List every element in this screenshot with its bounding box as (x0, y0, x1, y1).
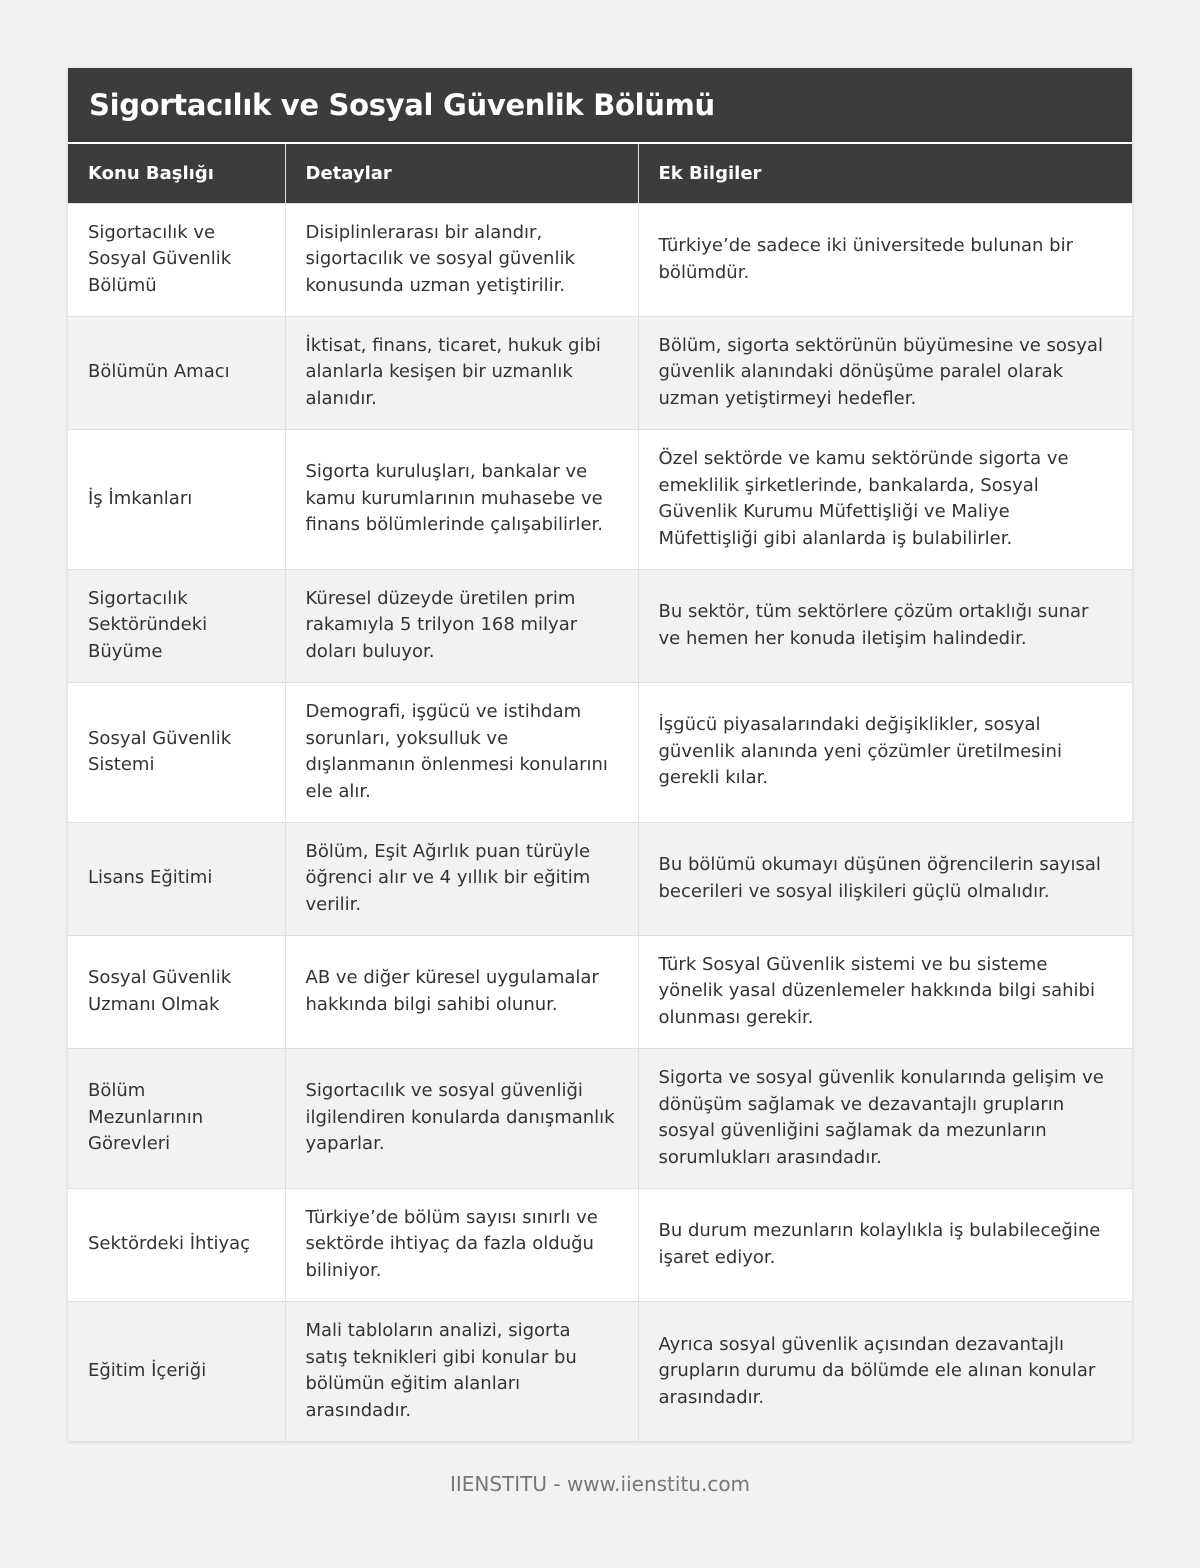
cell-details: Demografi, işgücü ve istihdam sorunları, yoksulluk ve dışlanmanın önlenmesi konularını ele alır. (285, 682, 638, 822)
cell-details: Bölüm, Eşit Ağırlık puan türüyle öğrenci alır ve 4 yıllık bir eğitim verilir. (285, 822, 638, 935)
table-row (68, 1188, 1132, 1301)
cell-extra: Türk Sosyal Güvenlik sistemi ve bu sisteme yönelik yasal düzenlemeler hakkında bilgi sahibi olunması gerekir. (638, 935, 1132, 1048)
cell-details: AB ve diğer küresel uygulamalar hakkında bilgi sahibi olunur. (285, 935, 638, 1048)
table-body (68, 203, 1132, 1441)
cell-details: Disiplinlerarası bir alandır, sigortacılık ve sosyal güvenlik konusunda uzman yetiştirilir. (285, 203, 638, 316)
cell-extra: Bu sektör, tüm sektörlere çözüm ortaklığı sunar ve hemen her konuda iletişim halindedir. (638, 569, 1132, 682)
table-row (68, 682, 1132, 822)
content-card (68, 68, 1132, 1441)
cell-topic: Bölüm Mezunlarının Görevleri (68, 1048, 285, 1188)
cell-topic: Sektördeki İhtiyaç (68, 1188, 285, 1301)
table-row (68, 569, 1132, 682)
table-row (68, 429, 1132, 569)
table-row (68, 822, 1132, 935)
header-row (68, 144, 1132, 203)
column-header-extra: Ek Bilgiler (638, 144, 1132, 203)
footer-credit: IIENSTITU - www.iienstitu.com (449, 1472, 751, 1496)
cell-details: Küresel düzeyde üretilen prim rakamıyla 5 trilyon 168 milyar doları buluyor. (285, 569, 638, 682)
table-row (68, 203, 1132, 316)
cell-extra: Türkiye’de sadece iki üniversitede bulunan bir bölümdür. (638, 203, 1132, 316)
cell-extra: Özel sektörde ve kamu sektöründe sigorta ve emeklilik şirketlerinde, bankalarda, Sosyal Güvenlik Kurumu Müfettişliği ve Maliye Müfettişliği gibi alanlarda iş bulabilirler. (638, 429, 1132, 569)
table-row (68, 316, 1132, 429)
table-header (68, 144, 1132, 203)
cell-topic: Sosyal Güvenlik Sistemi (68, 682, 285, 822)
column-header-topic: Konu Başlığı (68, 144, 285, 203)
cell-topic: Sigortacılık Sektöründeki Büyüme (68, 569, 285, 682)
cell-details: Türkiye’de bölüm sayısı sınırlı ve sektörde ihtiyaç da fazla olduğu biliniyor. (285, 1188, 638, 1301)
cell-extra: Bölüm, sigorta sektörünün büyümesine ve sosyal güvenlik alanındaki dönüşüme paralel olarak uzman yetiştirmeyi hedefler. (638, 316, 1132, 429)
cell-details: Sigorta kuruluşları, bankalar ve kamu kurumlarının muhasebe ve finans bölümlerinde çalışabilirler. (285, 429, 638, 569)
cell-details: İktisat, finans, ticaret, hukuk gibi alanlarla kesişen bir uzmanlık alanıdır. (285, 316, 638, 429)
cell-topic: Sigortacılık ve Sosyal Güvenlik Bölümü (68, 203, 285, 316)
cell-topic: Lisans Eğitimi (68, 822, 285, 935)
table-row (68, 935, 1132, 1048)
cell-extra: Ayrıca sosyal güvenlik açısından dezavantajlı grupların durumu da bölümde ele alınan konular arasındadır. (638, 1301, 1132, 1441)
cell-extra: İşgücü piyasalarındaki değişiklikler, sosyal güvenlik alanında yeni çözümler üretilmesini gerekli kılar. (638, 682, 1132, 822)
column-header-details: Detaylar (285, 144, 638, 203)
cell-topic: Sosyal Güvenlik Uzmanı Olmak (68, 935, 285, 1048)
table-row (68, 1301, 1132, 1441)
cell-topic: Bölümün Amacı (68, 316, 285, 429)
cell-details: Mali tabloların analizi, sigorta satış teknikleri gibi konular bu bölümün eğitim alanları arasındadır. (285, 1301, 638, 1441)
cell-extra: Bu durum mezunların kolaylıkla iş bulabileceğine işaret ediyor. (638, 1188, 1132, 1301)
cell-extra: Sigorta ve sosyal güvenlik konularında gelişim ve dönüşüm sağlamak ve dezavantajlı grupların sosyal güvenliğini sağlamak da mezunların sorumlukları arasındadır. (638, 1048, 1132, 1188)
title-bar (68, 68, 1132, 144)
cell-topic: İş İmkanları (68, 429, 285, 569)
cell-extra: Bu bölümü okumayı düşünen öğrencilerin sayısal becerileri ve sosyal ilişkileri güçlü olmalıdır. (638, 822, 1132, 935)
info-table (68, 144, 1132, 1441)
table-row (68, 1048, 1132, 1188)
cell-topic: Eğitim İçeriği (68, 1301, 285, 1441)
cell-details: Sigortacılık ve sosyal güvenliği ilgilendiren konularda danışmanlık yaparlar. (285, 1048, 638, 1188)
page-title: Sigortacılık ve Sosyal Güvenlik Bölümü (89, 88, 715, 122)
